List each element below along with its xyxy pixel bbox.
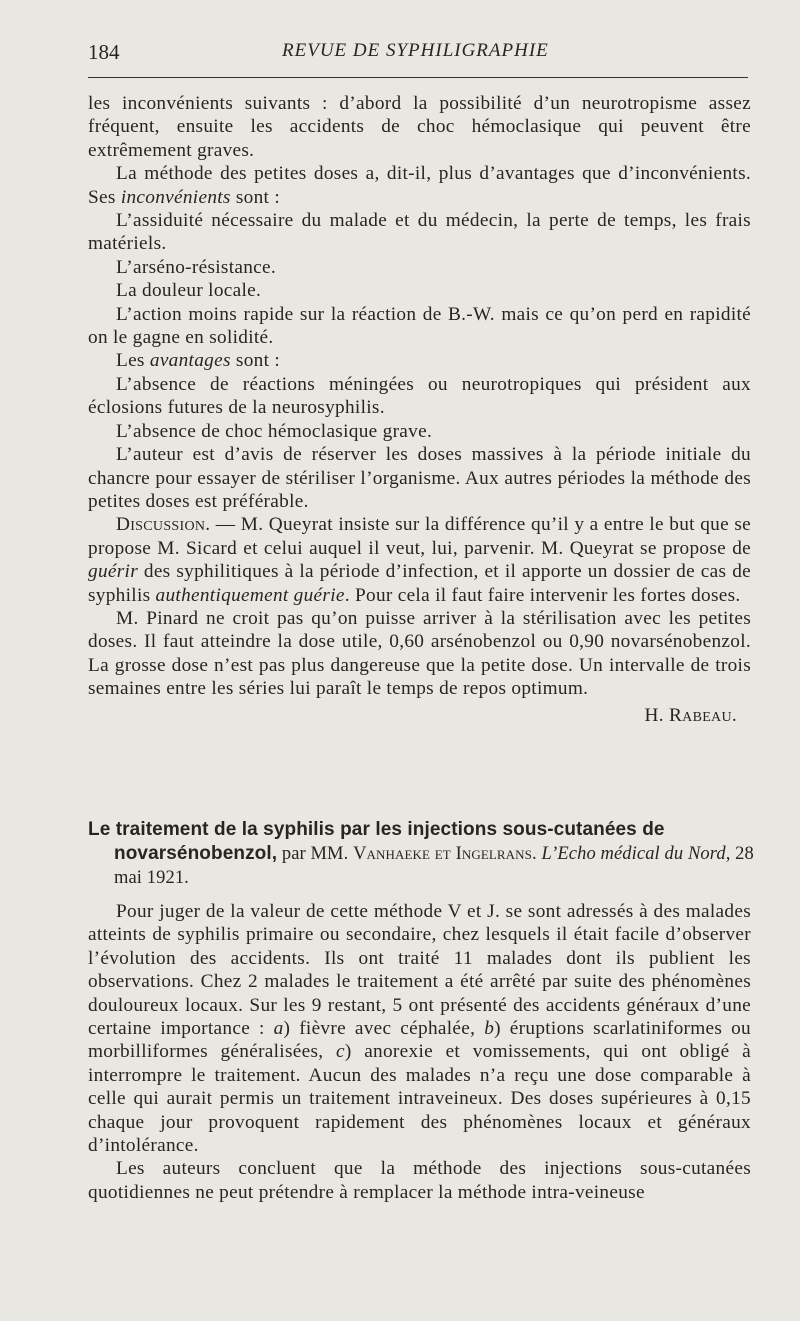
article-heading: Le traitement de la syphilis par les injections sous-cutanées de novarsénobenzol, par MM. Vanhaeke et Ingelrans. L’Echo médical du Nord, 28 mai 1921. bbox=[88, 819, 754, 888]
paragraph: Les avantages sont : bbox=[116, 350, 281, 372]
italic-term: inconvénients bbox=[120, 186, 231, 208]
paragraph: L’assiduité nécessaire du malade et du médecin, la perte de temps, les frais matériels. bbox=[88, 210, 751, 255]
header-rule bbox=[88, 77, 748, 78]
paragraph: L’absence de réactions méningées ou neurotropiques qui président aux éclosions futures de la neurosyphilis. bbox=[88, 373, 751, 419]
page-header bbox=[88, 40, 748, 70]
running-title: REVUE DE SYPHILIGRAPHIE bbox=[282, 40, 549, 61]
paragraph: L’auteur est d’avis de réserver les doses massives à la période initiale du chancre pour essayer de stériliser l’organisme. Aux autres périodes la méthode des petites doses est préférable. bbox=[88, 444, 751, 512]
paragraph: La douleur locale. bbox=[116, 280, 262, 302]
paragraph: les inconvénients suivants : d’abord la possibilité d’un neurotropisme assez fréquent, ensuite les accidents de choc hémoclasique qui peuvent être extrêmement graves. bbox=[88, 93, 751, 161]
page-number: 184 bbox=[88, 40, 120, 64]
signature: H. Rabeau. bbox=[644, 704, 737, 726]
article-date: 28 mai 1921. bbox=[114, 844, 754, 888]
italic-term: avantages bbox=[149, 350, 231, 372]
body-text-bottom bbox=[88, 900, 751, 1204]
paragraph: Les auteurs concluent que la méthode des injections sous-cutanées quotidiennes ne peut prétendre à remplacer la méthode intra-veineuse bbox=[88, 1158, 751, 1203]
paragraph: La méthode des petites doses a, dit-il, plus d’avantages que d’inconvénients. Ses inconvénients sont : bbox=[88, 163, 751, 208]
paragraph: L’absence de choc hémoclasique grave. bbox=[116, 420, 433, 442]
body-text-top bbox=[88, 92, 751, 727]
paragraph: L’action moins rapide sur la réaction de B.-W. mais ce qu’on perd en rapidité on le gagne en solidité. bbox=[88, 303, 751, 349]
discussion-label: Discussion. bbox=[116, 514, 211, 536]
paragraph: M. Pinard ne croit pas qu’on puisse arriver à la stérilisation avec les petites doses. Il faut atteindre la dose utile, 0,60 arsénobenzol ou 0,90 novarsénobenzol. La grosse dose n’est pas plus dangereuse que la petite dose. Un intervalle de trois semaines entre les séries lui paraît le temps de repos optimum. bbox=[88, 607, 751, 700]
paragraph: Pour juger de la valeur de cette méthode V et J. se sont adressés à des malades atteints de syphilis primaire ou secondaire, chez lesquels il était facile d’observer l’évolution des accidents. Ils ont traité 11 malades dont ils publient les observations. Chez 2 malades le traitement a été arrêté par suite des phénomènes douloureux locaux. Sur les 9 restant, 5 ont présenté des accidents généraux d’une certaine importance : a) fièvre avec céphalée, b) éruptions scarlatiniformes ou morbilliformes généralisées, c) anorexie et vomissements, qui ont obligé à interrompre le traitement. Aucun des malades n’a reçu une dose comparable à celle qui aurait permis un traitement intraveineux. Des doses supérieures à 0,15 chaque jour provoquent rapidement des phénomènes locaux et généraux d’intolérance. bbox=[88, 901, 751, 1157]
article-journal: L’Echo médical du Nord, bbox=[541, 844, 731, 864]
article-title: Le traitement de la syphilis par les injections sous-cutanées de novarsénobenzol, bbox=[88, 819, 665, 864]
article-authors: Vanhaeke et Ingelrans bbox=[353, 844, 532, 864]
paragraph: L’arséno-résistance. bbox=[116, 256, 277, 278]
discussion-paragraph: Discussion. — M. Queyrat insiste sur la différence qu’il y a entre le but que se propose M. Sicard et celui auquel il veut, lui, parvenir. M. Queyrat se propose de guérir des syphilitiques à la période d’infection, et il apporte un dossier de cas de syphilis authentiquement guérie. Pour cela il faut faire intervenir les fortes doses. bbox=[88, 514, 751, 606]
